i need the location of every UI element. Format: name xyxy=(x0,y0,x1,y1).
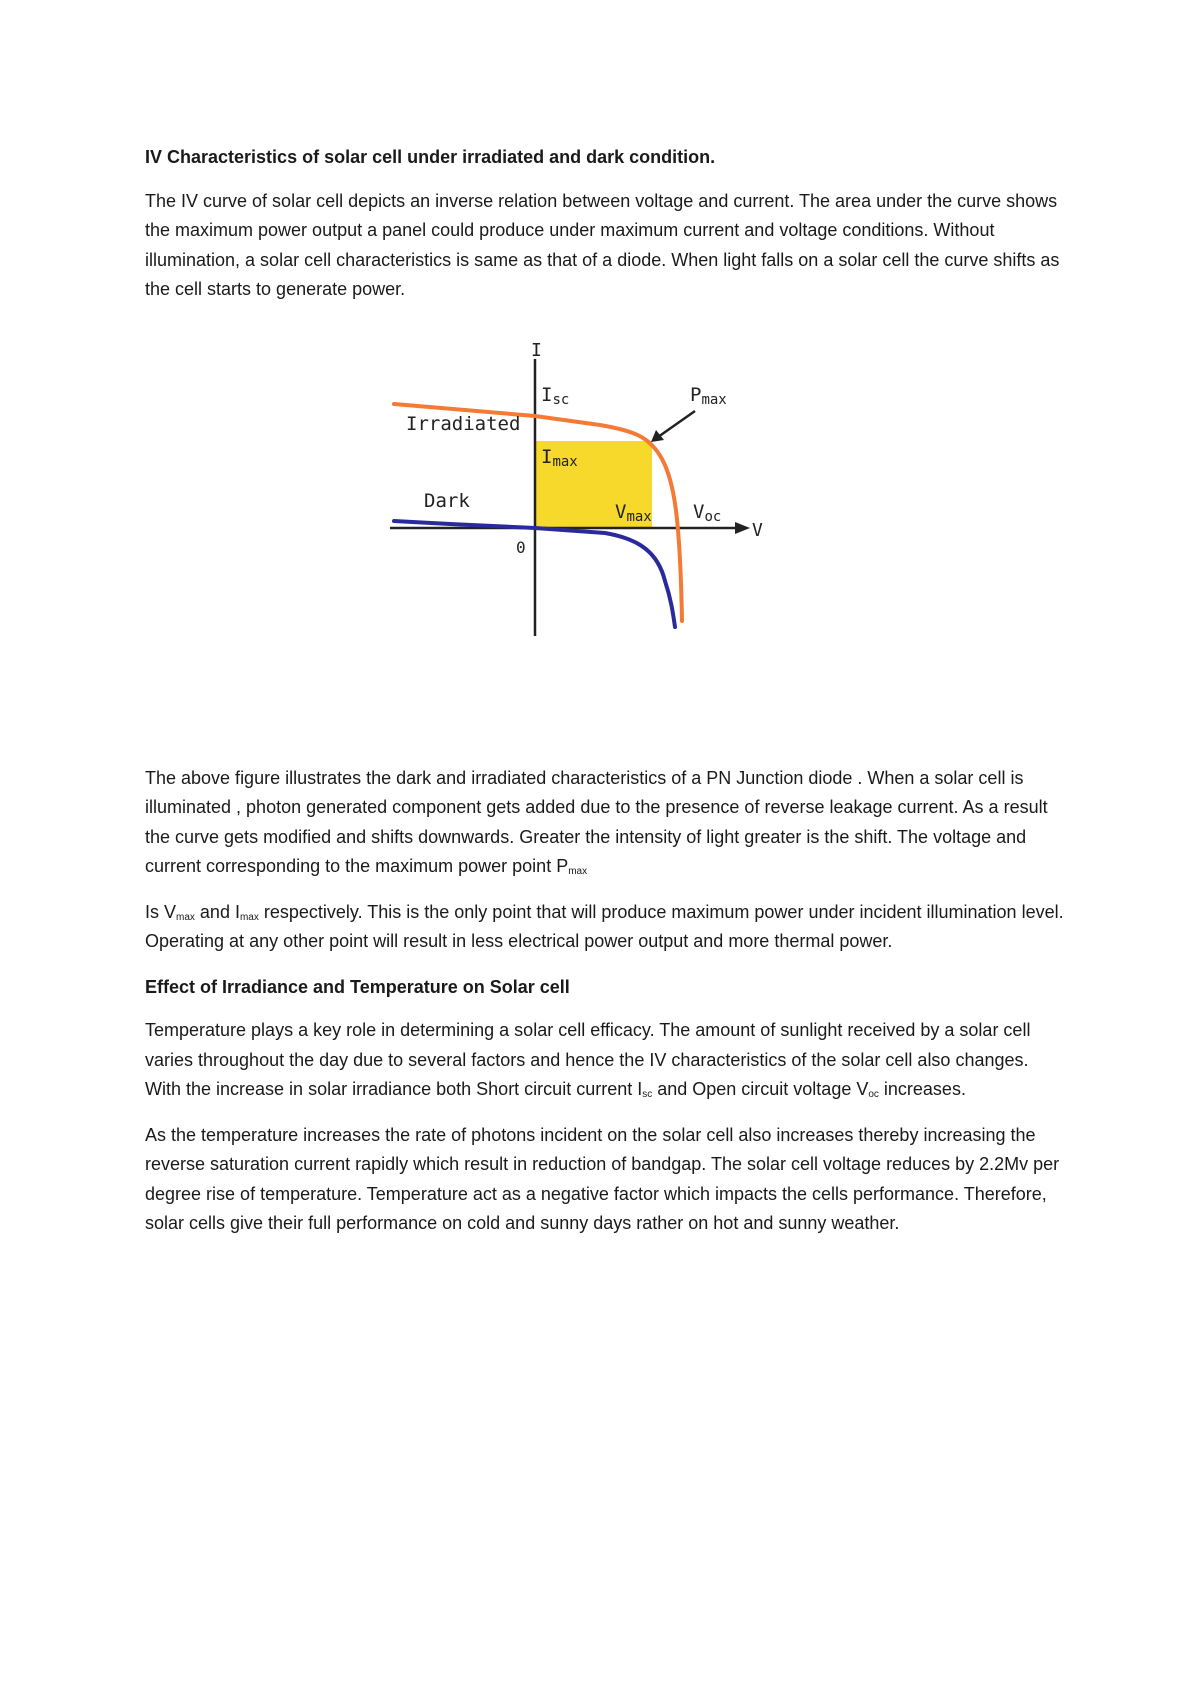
temperature-paragraph: As the temperature increases the rate of photons incident on the solar cell also increases thereby increasing the reverse saturation current rapidly which result in reduction of bandgap. The solar cell voltage reduces by 2.2Mv per degree rise of temperature. Temperature act as a negative factor which impacts the cells performance. Therefore, solar cells give their full performance on cold and sunny days rather on hot and sunny weather. xyxy=(145,1124,1060,1233)
figure-explanation-paragraph: The above figure illustrates the dark and irradiated characteristics of a PN Junction diode . When a solar cell is illuminated , photon generated component gets added due to the presence of reverse leakage current. As a result the curve gets modified and shifts downwards. Greater the intensity of light greater is the shift. The voltage and current corresponding to the maximum power point $P_{max}$ xyxy=(145,767,1048,877)
current-axis-label: I xyxy=(531,340,542,361)
max-power-point-paragraph: Is $V_{max}$ and $I_{max}$ respectively. This is the only point that will produce maximum power under incident illumination level. Operating at any other point will result in less electrical power output and more thermal power. xyxy=(145,901,1064,951)
pmax-pointer-head xyxy=(651,430,664,442)
voc-label: Voc xyxy=(693,500,722,525)
section-heading-irradiance-temperature: Effect of Irradiance and Temperature on Solar cell xyxy=(145,976,570,997)
imax-label: Imax xyxy=(541,445,578,470)
voltage-axis-arrow xyxy=(735,522,750,534)
intro-paragraph: The IV curve of solar cell depicts an inverse relation between voltage and current. The area under the curve shows the maximum power output a panel could produce under maximum current and voltage conditions. Without illumination, a solar cell characteristics is same as that of a diode. When light falls on a solar cell the curve shifts as the cell starts to generate power. xyxy=(145,190,1060,299)
irradiated-label: Irradiated xyxy=(406,412,521,435)
dark-label: Dark xyxy=(424,489,470,512)
vmax-label: Vmax xyxy=(615,500,652,525)
irradiance-paragraph: Temperature plays a key role in determining a solar cell efficacy. The amount of sunlight received by a solar cell varies throughout the day due to several factors and hence the IV characteristics of the solar cell also changes. With the increase in solar irradiance both Short circuit current $I_{sc}$ and Open circuit voltage $V_{oc}$ increases. xyxy=(145,1020,1031,1100)
origin-label: 0 xyxy=(516,537,526,557)
isc-label: Isc xyxy=(541,383,570,408)
voltage-axis-label: V xyxy=(752,519,763,541)
section-heading-iv-characteristics: IV Characteristics of solar cell under irradiated and dark condition. xyxy=(145,147,716,167)
iv-curve-diagram xyxy=(390,341,790,736)
document-body xyxy=(145,143,1065,1255)
iv-curve-figure xyxy=(145,341,1065,736)
pmax-label: Pmax xyxy=(690,383,727,408)
pmax-pointer xyxy=(658,411,695,437)
